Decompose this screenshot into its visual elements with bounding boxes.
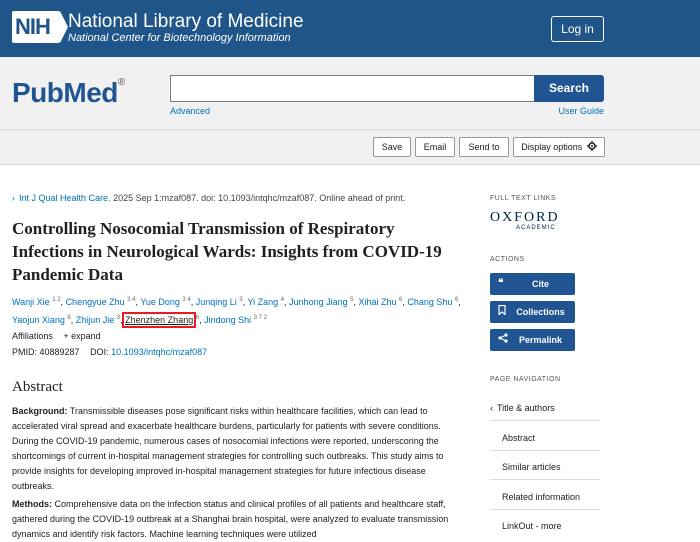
nav-title-authors[interactable] bbox=[490, 403, 555, 413]
abstract-heading: Abstract bbox=[12, 379, 63, 395]
author-link[interactable]: Xihai Zhu bbox=[358, 297, 397, 307]
registered-mark: ® bbox=[117, 77, 125, 88]
article-toolbar bbox=[0, 129, 700, 165]
nav-linkout[interactable]: LinkOut - more bbox=[502, 521, 562, 531]
methods-text: Comprehensive data on the infection status and clinical profiles of all patients and healthcare staff, gathered during the COVID-19 outbreak at a Shanghai brain hospital, were analyzed to evaluate transmission dynamics and identify risk factors. Machine learning techniques were utilized bbox=[12, 499, 449, 539]
cite-label: Cite bbox=[531, 279, 549, 289]
author-affiliation-ref[interactable]: 5 bbox=[350, 297, 354, 303]
doi-label: DOI: bbox=[90, 347, 109, 357]
author-link[interactable]: Zhijun Jie bbox=[75, 315, 115, 325]
display-options-button[interactable] bbox=[513, 137, 605, 157]
page-navigation-label: PAGE NAVIGATION bbox=[490, 376, 561, 383]
permalink-label: Permalink bbox=[518, 335, 563, 345]
doi-link[interactable]: 10.1093/intqhc/mzaf087 bbox=[111, 347, 208, 357]
abstract-background bbox=[12, 404, 467, 494]
divider bbox=[490, 509, 600, 510]
author-link[interactable]: Chengyue Zhu bbox=[65, 297, 125, 307]
quote-icon: ❝ bbox=[498, 278, 504, 289]
oxford-academic-link[interactable]: OXFORD bbox=[490, 210, 560, 225]
user-guide-link[interactable]: User Guide bbox=[558, 106, 604, 116]
display-options-label: Display options bbox=[521, 142, 583, 152]
article-title: Controlling Nosocomial Transmission of Respiratory Infections in Neurological Wards: Insights from COVID-19 Pandemic Data bbox=[12, 219, 442, 284]
advanced-search-link[interactable]: Advanced bbox=[170, 106, 211, 116]
author-affiliation-ref[interactable]: 6 bbox=[67, 315, 71, 321]
author-affiliation-ref[interactable]: 3 7 2 bbox=[253, 315, 268, 321]
search-input[interactable] bbox=[170, 75, 537, 102]
gear-icon bbox=[587, 141, 597, 151]
author-separator: , bbox=[60, 297, 66, 307]
background-label: Background: bbox=[12, 406, 68, 416]
pmid: PMID: 40889287 bbox=[12, 347, 80, 357]
author-separator: , bbox=[190, 297, 196, 307]
author-affiliation-ref[interactable]: 3 bbox=[239, 297, 243, 303]
author-link[interactable]: Yaojun Xiang bbox=[12, 315, 65, 325]
nav-title-authors-label: Title & authors bbox=[497, 403, 555, 413]
author-separator: , bbox=[242, 297, 248, 307]
author-separator: , bbox=[284, 297, 290, 307]
pubmed-logo[interactable] bbox=[12, 77, 125, 109]
background-text: Transmissible diseases pose significant risks within healthcare facilities, which can lead to accelerated viral spread and exacerbate healthcare burdens, particularly for patients with severe conditions. During the COVID-19 pandemic, numerous cases of nosocomial infections were reported, underscoring the shortcomings of current in-hospital management strategies for controlling such outbreaks. This study aims to provide insights for developing improved in-hospital management strategies for future infectious disease outbreaks. bbox=[12, 406, 444, 491]
cite-button[interactable] bbox=[490, 273, 575, 295]
chevron-left-icon: ‹ bbox=[490, 403, 493, 413]
search-button[interactable]: Search bbox=[534, 75, 604, 102]
author-list bbox=[12, 292, 467, 328]
author-link[interactable]: Zhenzhen Zhang bbox=[125, 315, 194, 325]
author-separator: , bbox=[458, 297, 461, 307]
oxford-academic-sub: ACADEMIC bbox=[516, 225, 556, 231]
identifiers bbox=[12, 347, 207, 357]
methods-label: Methods: bbox=[12, 499, 52, 509]
citation-line bbox=[12, 193, 405, 203]
affiliations bbox=[12, 331, 101, 341]
nav-abstract[interactable]: Abstract bbox=[502, 433, 536, 443]
nih-banner bbox=[0, 0, 700, 57]
journal-link[interactable]: Int J Qual Health Care. bbox=[19, 193, 111, 203]
author-link[interactable]: Junqing Li bbox=[195, 297, 237, 307]
chevron-right-icon: › bbox=[12, 193, 15, 203]
affiliations-label: Affiliations bbox=[12, 331, 53, 341]
pubmed-logo-text: PubMed bbox=[12, 77, 118, 108]
author-separator: , bbox=[353, 297, 359, 307]
nav-similar-articles[interactable]: Similar articles bbox=[502, 462, 561, 472]
abstract-methods bbox=[12, 497, 467, 542]
search-area bbox=[0, 57, 700, 129]
author-link[interactable]: Yi Zang bbox=[247, 297, 279, 307]
citation-details: 2025 Sep 1:mzaf087. doi: 10.1093/intqhc/mzaf087. Online ahead of print. bbox=[113, 193, 406, 203]
login-button[interactable]: Log in bbox=[551, 16, 604, 42]
author-affiliation-ref[interactable]: 4 bbox=[280, 297, 285, 303]
nih-logo-text: NIH bbox=[15, 14, 50, 39]
email-button[interactable]: Email bbox=[415, 137, 455, 157]
author-link[interactable]: Chang Shu bbox=[407, 297, 453, 307]
author-affiliation-ref[interactable]: 3 4 bbox=[127, 297, 136, 303]
bookmark-icon bbox=[498, 301, 506, 323]
divider bbox=[490, 420, 600, 421]
ncbi-subtitle: National Center for Biotechnology Information bbox=[68, 32, 291, 44]
actions-label: ACTIONS bbox=[490, 256, 525, 263]
author-affiliation-ref[interactable]: 6 bbox=[399, 297, 403, 303]
author-affiliation-ref[interactable]: 1 2 bbox=[52, 297, 61, 303]
send-to-button[interactable]: Send to bbox=[459, 137, 509, 157]
collections-button[interactable] bbox=[490, 301, 575, 323]
author-separator: , bbox=[70, 315, 76, 325]
save-button[interactable]: Save bbox=[373, 137, 411, 157]
author-link[interactable]: Yue Dong bbox=[140, 297, 180, 307]
author-affiliation-ref[interactable]: 6 bbox=[454, 297, 459, 303]
share-icon bbox=[498, 329, 508, 351]
author-link[interactable]: Jindong Shi bbox=[204, 315, 252, 325]
divider bbox=[490, 450, 600, 451]
author-affiliation-ref[interactable]: 3 4 bbox=[182, 297, 191, 303]
author-separator: , bbox=[402, 297, 408, 307]
author-link[interactable]: Wanji Xie bbox=[12, 297, 50, 307]
nav-related-information[interactable]: Related information bbox=[502, 492, 581, 502]
full-text-links-label: FULL TEXT LINKS bbox=[490, 195, 557, 202]
expand-affiliations-button[interactable]: + expand bbox=[63, 331, 101, 341]
author-affiliation-ref[interactable]: 3 bbox=[116, 315, 121, 321]
author-separator: , bbox=[120, 315, 126, 325]
author-separator: , bbox=[199, 315, 205, 325]
permalink-button[interactable] bbox=[490, 329, 575, 351]
author-affiliation-ref[interactable]: 6 bbox=[195, 315, 200, 321]
author-link[interactable]: Junhong Jiang bbox=[289, 297, 348, 307]
nih-logo[interactable] bbox=[12, 11, 60, 43]
nlm-title[interactable]: National Library of Medicine bbox=[68, 11, 304, 32]
author-separator: , bbox=[135, 297, 141, 307]
divider bbox=[490, 479, 600, 480]
collections-label: Collections bbox=[516, 307, 565, 317]
